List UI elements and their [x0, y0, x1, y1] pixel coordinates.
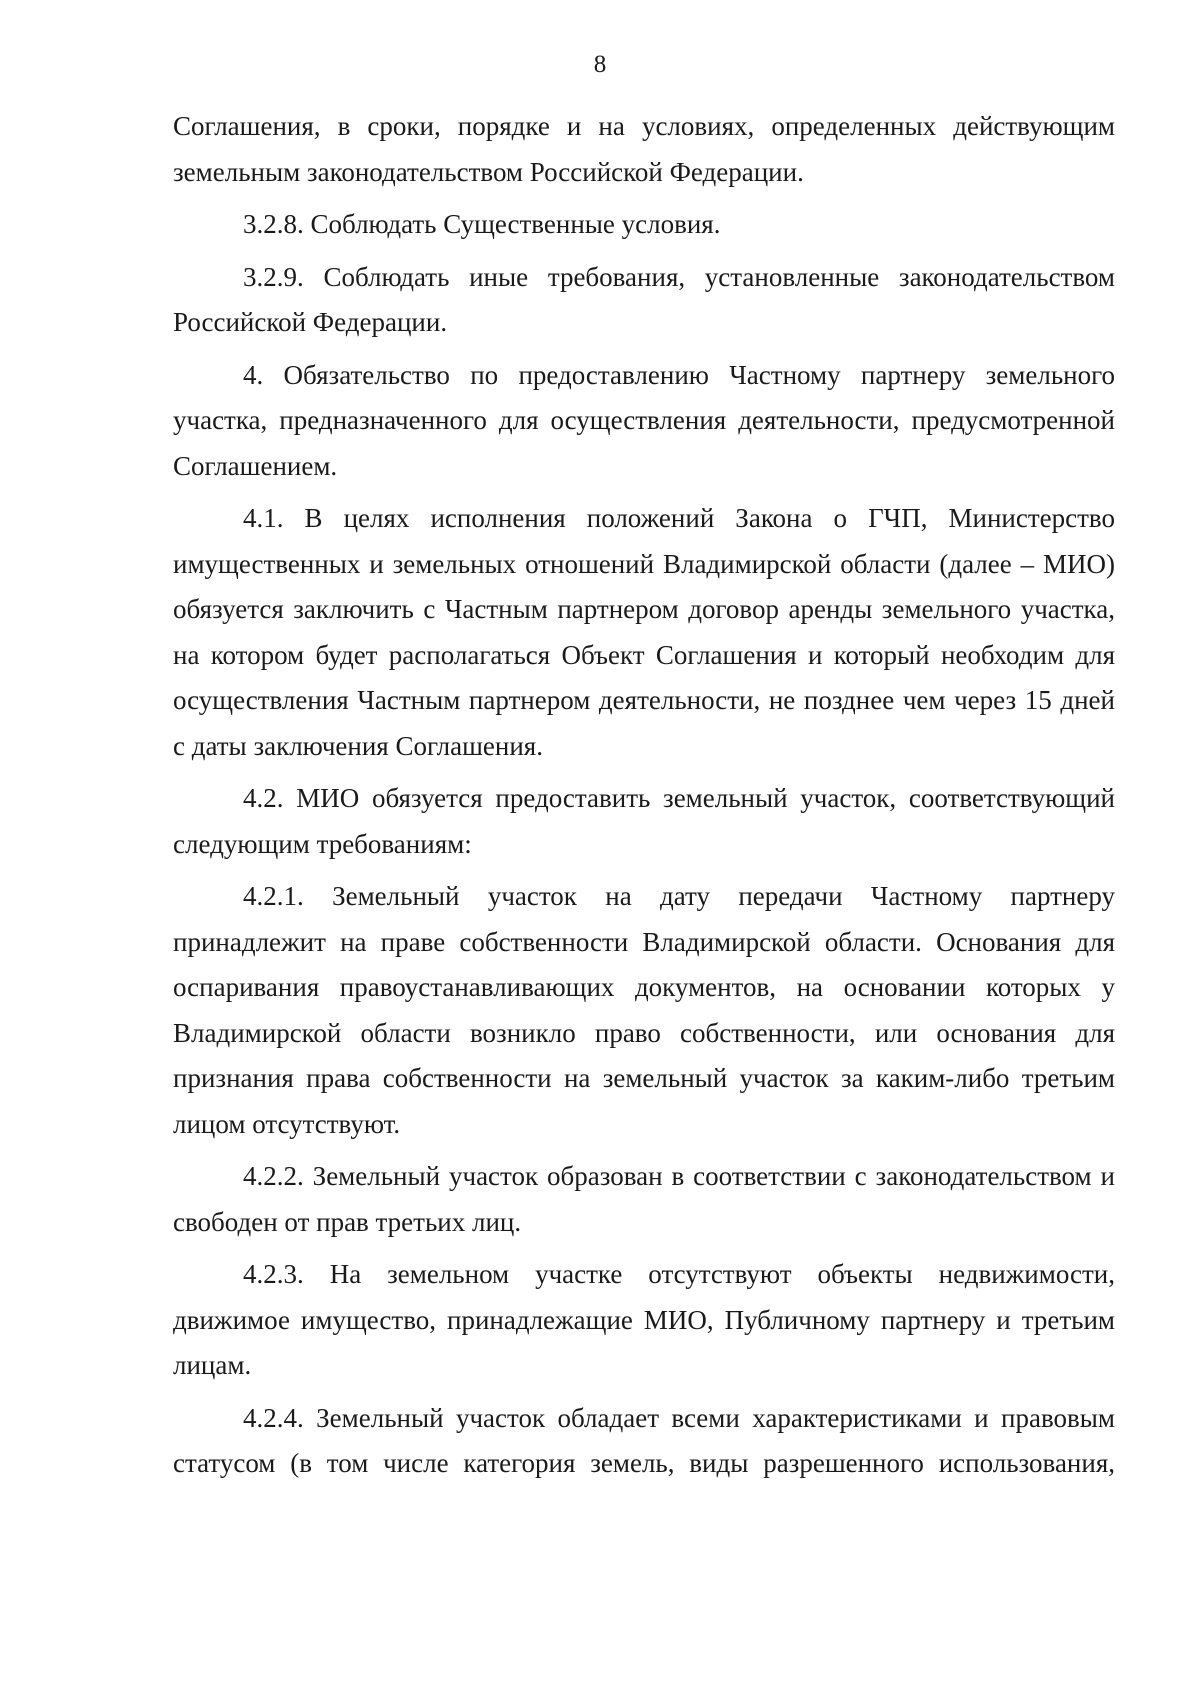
paragraph-3-2-9: 3.2.9. Соблюдать иные требования, установленные законодательством Российской Федерации. — [173, 261, 1115, 337]
paragraph-3-2-8: 3.2.8. Соблюдать Существенные условия. — [243, 209, 721, 239]
paragraph-4-2-2: 4.2.2. Земельный участок образован в соответствии с законодательством и свободен от прав третьих лиц. — [173, 1161, 1115, 1237]
paragraph-4-2-3: 4.2.3. На земельном участке отсутствуют объекты недвижимости, движимое имущество, принадлежащие МИО, Публичному партнеру и третьим лицам. — [173, 1259, 1115, 1380]
paragraph-4-2-1: 4.2.1. Земельный участок на дату передачи Частному партнеру принадлежит на праве собственности Владимирской области. Основания для оспаривания правоустанавливающих документов, на основании которых у Владимирской области возникло право собственности, или основания для признания права собственности на земельный участок за каким-либо третьим лицом отсутствуют. — [173, 881, 1115, 1139]
paragraph-continuation: Соглашения, в сроки, порядке и на условиях, определенных действующим земельным законодательством Российской Федерации. — [173, 111, 1115, 187]
paragraph-4-2: 4.2. МИО обязуется предоставить земельный участок, соответствующий следующим требованиям: — [173, 783, 1115, 859]
paragraph-4-1: 4.1. В целях исполнения положений Закона о ГЧП, Министерство имущественных и земельных отношений Владимирской области (далее – МИО) обязуется заключить с Частным партнером договор аренды земельного участка, на котором будет располагаться Объект Соглашения и который необходим для осуществления Частным партнером деятельности, не позднее чем через 15 дней с даты заключения Соглашения. — [173, 503, 1115, 761]
document-body — [173, 104, 1115, 1494]
page-number: 8 — [593, 51, 607, 78]
paragraph-4-2-4: 4.2.4. Земельный участок обладает всеми характеристиками и правовым статусом (в том числе категория земель, виды разрешенного использования, — [173, 1402, 1115, 1478]
paragraph-4: 4. Обязательство по предоставлению Частному партнеру земельного участка, предназначенного для осуществления деятельности, предусмотренной Соглашением. — [173, 359, 1115, 481]
